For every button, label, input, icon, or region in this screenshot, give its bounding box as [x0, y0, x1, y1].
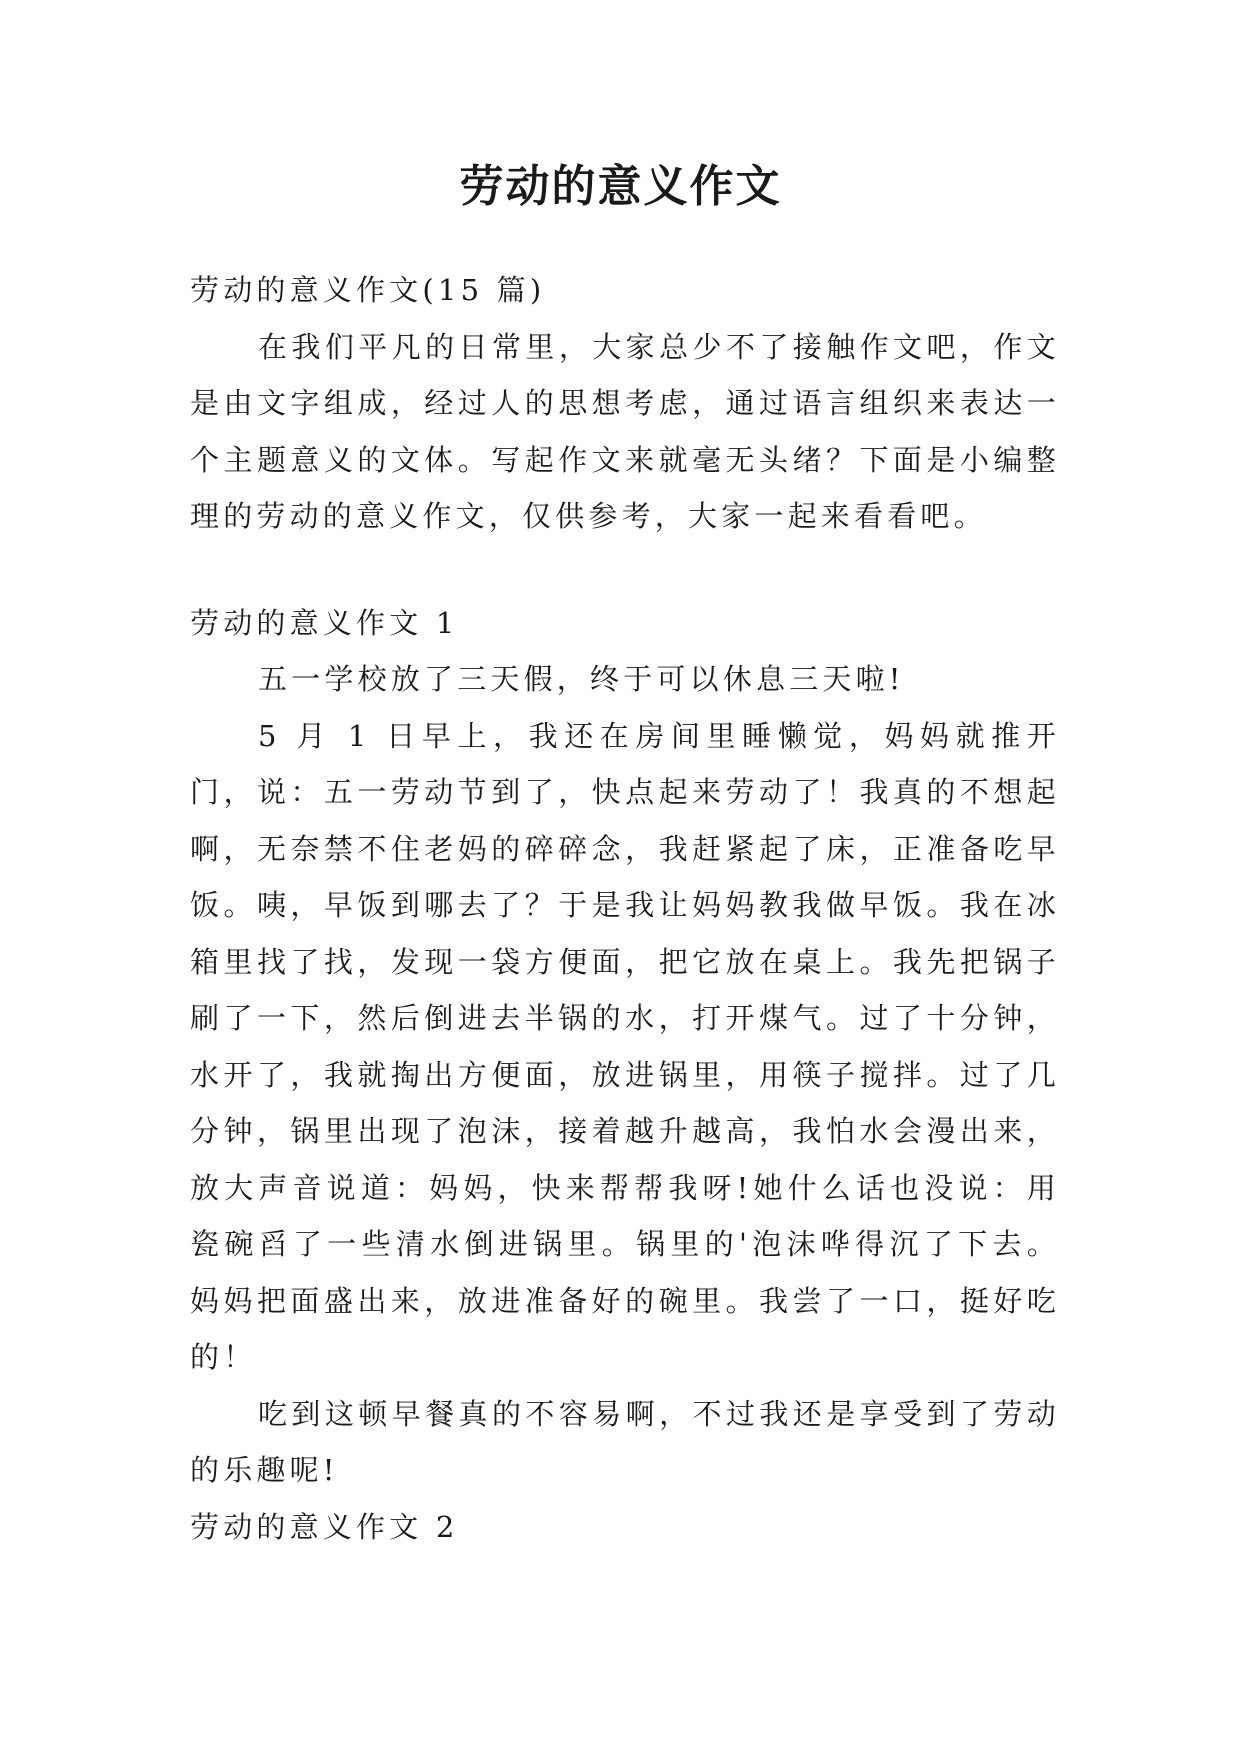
intro-paragraph: 在我们平凡的日常里，大家总少不了接触作文吧，作文是由文字组成，经过人的思想考虑，通过语言组织来表达一个主题意义的文体。写起作文来就毫无头绪？下面是小编整理的劳动的意义作文，仅供参考，大家一起来看看吧。 — [190, 329, 1060, 533]
document-subtitle: 劳动的意义作文(15 篇) — [190, 273, 546, 307]
document-title: 劳动的意义作文 — [459, 161, 782, 212]
section-spacer — [190, 545, 1060, 595]
essay-1-paragraph-3: 吃到这顿早餐真的不容易啊，不过我还是享受到了劳动的乐趣呢! — [190, 1396, 1060, 1487]
document-body — [190, 262, 1060, 1555]
essay-1-paragraph-2: 5 月 1 日早上，我还在房间里睡懒觉，妈妈就推开门，说：五一劳动节到了，快点起来劳动了！我真的不想起啊，无奈禁不住老妈的碎碎念，我赶紧起了床，正准备吃早饭。咦，早饭到哪去了？于是我让妈妈教我做早饭。我在冰箱里找了找，发现一袋方便面，把它放在桌上。我先把锅子刷了一下，然后倒进去半锅的水，打开煤气。过了十分钟，水开了，我就掏出方便面，放进锅里，用筷子搅拌。过了几分钟，锅里出现了泡沫，接着越升越高，我怕水会漫出来，放大声音说道：妈妈，快来帮帮我呀!她什么话也没说：用瓷碗舀了一些清水倒进锅里。锅里的'泡沫哗得沉了下去。妈妈把面盛出来，放进准备好的碗里。我尝了一口，挺好吃的！ — [190, 718, 1060, 1374]
essay-2-heading: 劳动的意义作文 2 — [190, 1509, 459, 1544]
essay-1-paragraph-1: 五一学校放了三天假，终于可以休息三天啦! — [258, 662, 905, 696]
essay-1-heading: 劳动的意义作文 1 — [190, 605, 459, 640]
